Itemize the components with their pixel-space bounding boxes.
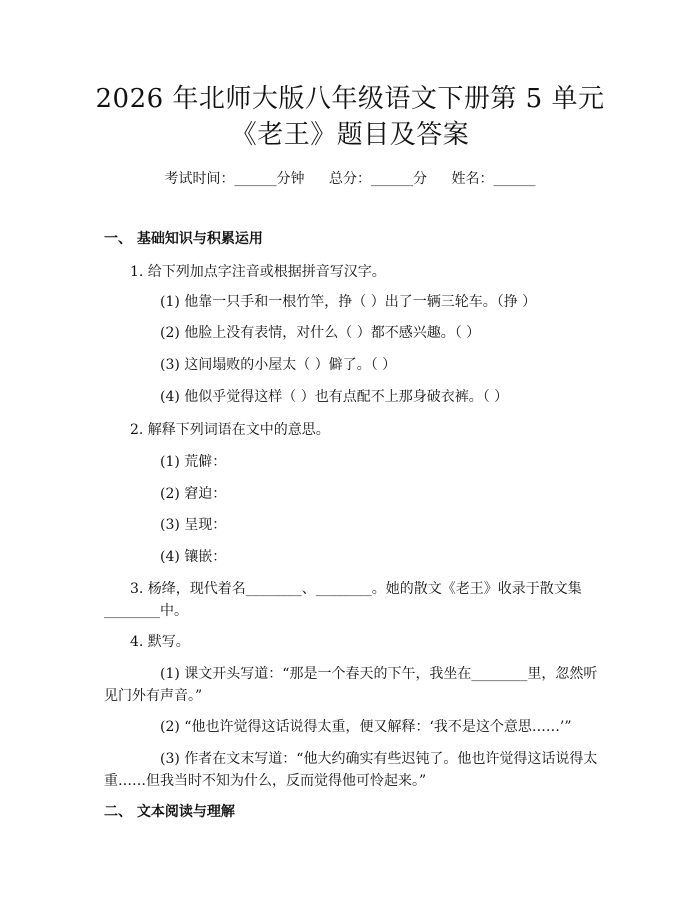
- exam-time: 考试时间：______分钟: [164, 171, 305, 187]
- question-4-item2: (2) “他也许觉得这话说得太重，便又解释：‘我不是这个意思……’”: [160, 719, 572, 735]
- question-2-stem: 2. 解释下列词语在文中的意思。: [130, 422, 330, 438]
- question-4-item1-line2: 见门外有声音。”: [104, 688, 203, 704]
- question-3-line2: ________中。: [104, 603, 188, 619]
- section-1-heading: 一、 基础知识与积累运用: [104, 231, 263, 247]
- question-2-item: (2) 窘迫：: [160, 486, 227, 502]
- exam-score: 总分：______分: [329, 171, 427, 187]
- question-3-line1: 3. 杨绛，现代着名________、________。她的散文《老王》收录于散文集: [130, 581, 582, 597]
- question-1-item: (3) 这间塌败的小屋太（ ）僻了。（ ）: [160, 357, 397, 373]
- question-2-item: (1) 荒僻：: [160, 454, 227, 470]
- question-1-item: (4) 他似乎觉得这样（ ）也有点配不上那身破衣裤。（ ）: [160, 389, 509, 405]
- exam-meta: [0, 168, 700, 188]
- page-title-line2: 《老王》题目及答案: [230, 120, 470, 150]
- question-1-item: (2) 他脸上没有表情，对什么（ ）都不感兴趣。（ ）: [160, 325, 481, 341]
- question-4-stem: 4. 默写。: [130, 634, 190, 650]
- question-1-item: (1) 他靠一只手和一根竹竿，挣（ ）出了一辆三轮车。（挣 ）: [160, 294, 537, 310]
- section-2-heading: 二、 文本阅读与理解: [104, 804, 235, 820]
- question-4-item3-line1: (3) 作者在文末写道：“他大约确实有些迟钝了。他也许觉得这话说得太: [160, 751, 598, 767]
- question-4-item1-line1: (1) 课文开头写道：“那是一个春天的下午，我坐在________里，忽然听: [160, 666, 598, 682]
- question-2-item: (4) 镶嵌：: [160, 549, 227, 565]
- question-2-item: (3) 呈现：: [160, 517, 227, 533]
- page-title-line1: 2026 年北师大版八年级语文下册第 5 单元: [95, 84, 605, 114]
- question-1-stem: 1. 给下列加点字注音或根据拼音写汉字。: [130, 264, 386, 280]
- question-4-item3-line2: 重……但我当时不知为什么，反而觉得他可怜起来。”: [104, 773, 427, 789]
- exam-name: 姓名：______: [451, 171, 536, 187]
